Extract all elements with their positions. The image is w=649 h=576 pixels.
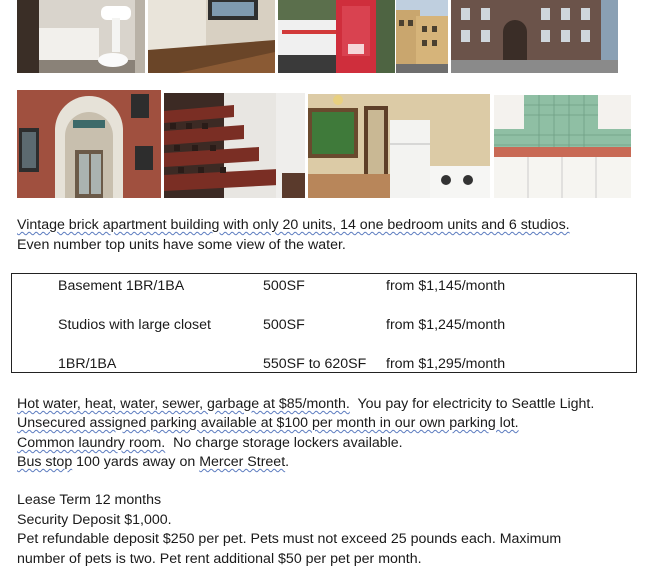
unit-price: from $1,295/month: [386, 356, 506, 372]
photo-kitchen-fridge: [308, 94, 490, 198]
bus-street: Mercer Street: [199, 454, 286, 470]
parking-line: Unsecured assigned parking available at $100 per month in our own parking lot.: [17, 415, 519, 431]
unit-type: 1BR/1BA: [58, 356, 117, 372]
unit-price: from $1,145/month: [386, 278, 506, 294]
unit-price: from $1,245/month: [386, 317, 506, 333]
intro-line-2: Even number top units have some view of the water.: [17, 237, 346, 253]
photo-street-buildings: [396, 0, 448, 73]
unit-type: Basement 1BR/1BA: [58, 278, 185, 294]
photo-bathroom: [17, 0, 145, 73]
bus-stop: Bus stop: [17, 454, 73, 470]
utilities-line: [17, 395, 594, 415]
storage-lockers: No charge storage lockers available.: [165, 435, 403, 451]
photo-building-sign: [278, 0, 395, 73]
unit-size: 550SF to 620SF: [263, 356, 367, 372]
bus-distance: 100 yards away on: [72, 454, 200, 470]
pet-policy-line-2: number of pets is two. Pet rent additional $50 per pet per month.: [17, 551, 422, 567]
units-table: [11, 273, 637, 373]
utilities-electricity: You pay for electricity to Seattle Light.: [349, 396, 595, 412]
bus-line: [17, 453, 289, 473]
photo-brick-apartment: [451, 0, 618, 73]
bus-period: .: [285, 454, 290, 470]
utilities-included: Hot water, heat, water, sewer, garbage at $85/month.: [17, 396, 350, 412]
lease-term: Lease Term 12 months: [17, 492, 162, 508]
laundry-line: [17, 434, 403, 454]
unit-type: Studios with large closet: [58, 317, 211, 333]
photo-brick-arched-entrance: [17, 90, 161, 198]
photo-empty-room: [148, 0, 275, 73]
laundry-room: Common laundry room.: [17, 435, 166, 451]
intro-line-1: Vintage brick apartment building with only 20 units, 14 one bedroom units and 6 studios.: [17, 217, 570, 233]
photo-green-tile-kitchen: [494, 95, 631, 198]
security-deposit: Security Deposit $1,000.: [17, 512, 172, 528]
unit-size: 500SF: [263, 317, 305, 333]
photo-tiled-staircase: [164, 93, 305, 198]
pet-policy-line-1: Pet refundable deposit $250 per pet. Pets must not exceed 25 pounds each. Maximum: [17, 531, 562, 547]
unit-size: 500SF: [263, 278, 305, 294]
